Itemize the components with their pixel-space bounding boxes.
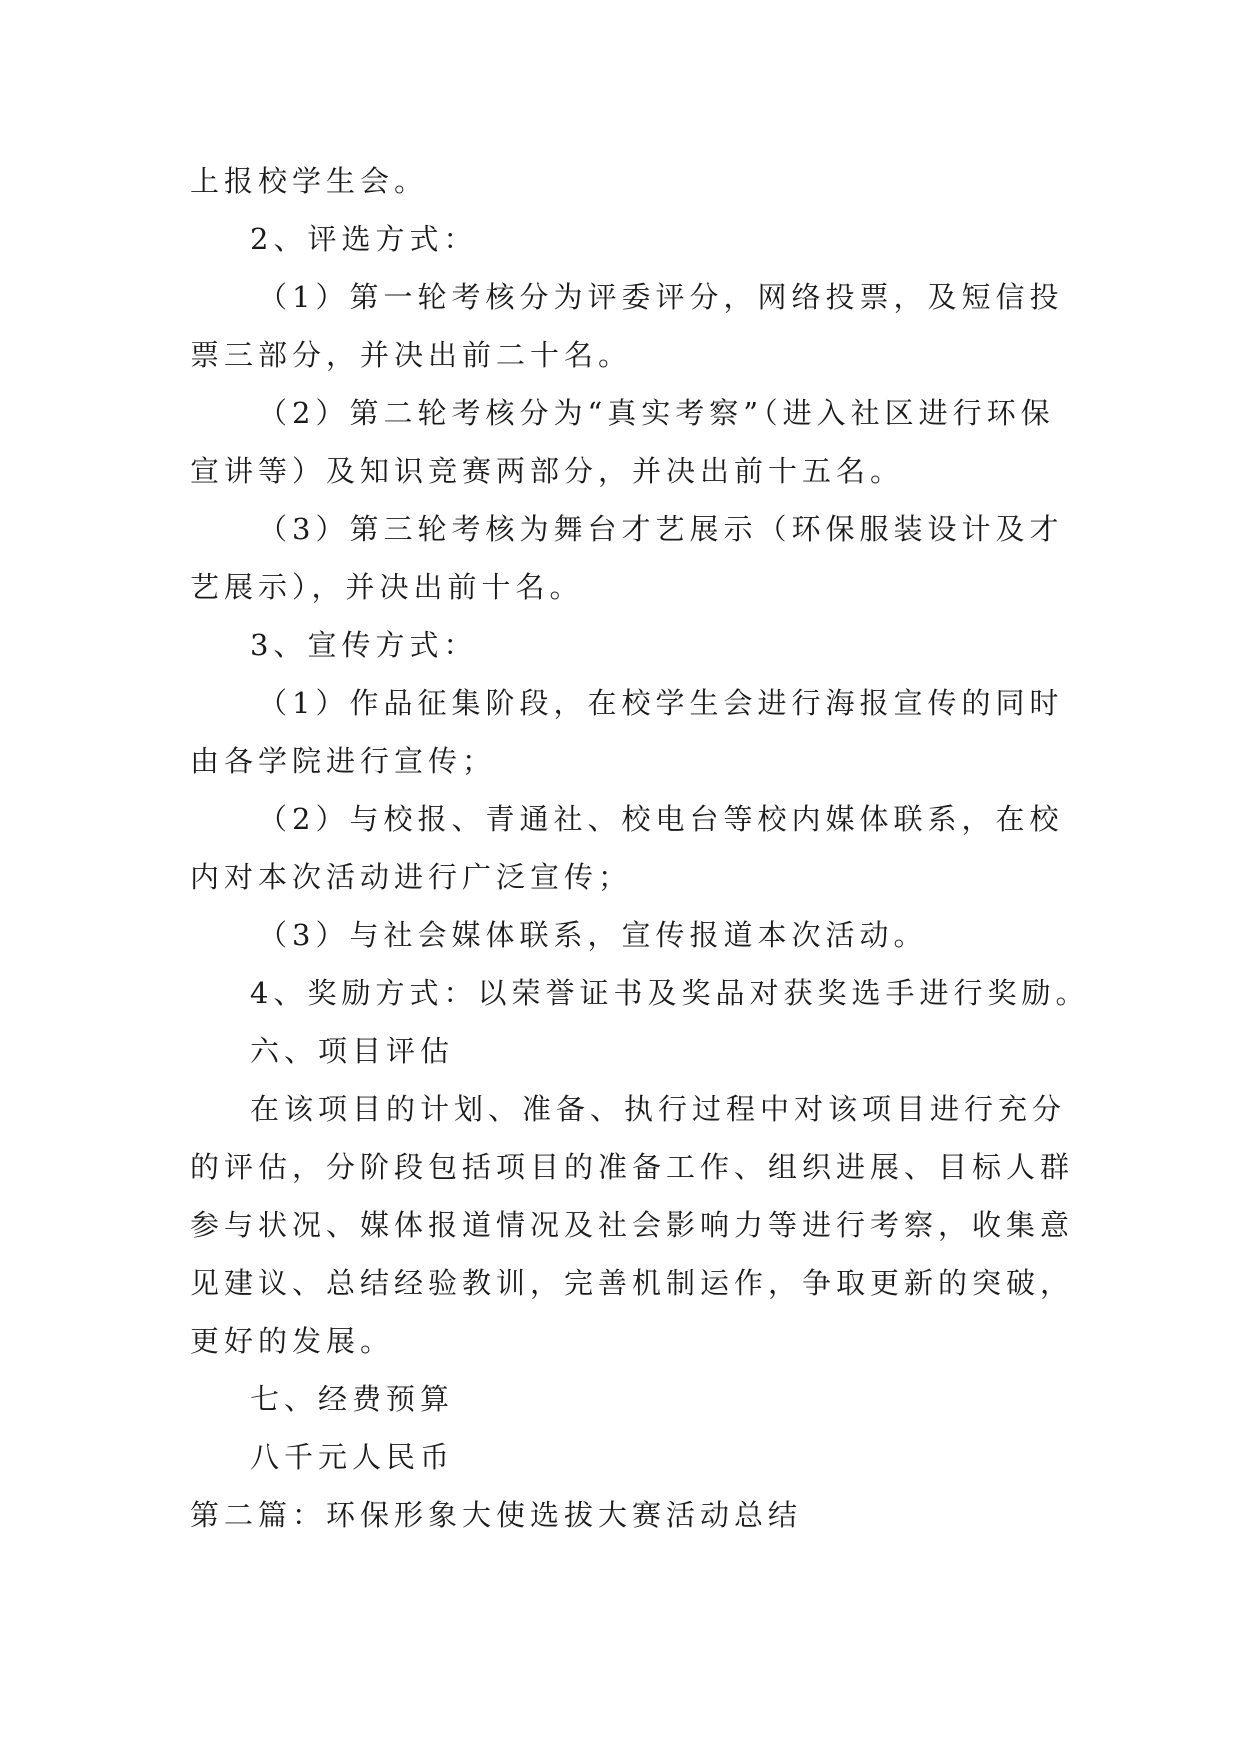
paragraph-line: （2）与校报、青通社、校电台等校内媒体联系，在校 — [258, 802, 1064, 836]
paragraph-line: 艺展示），并决出前十名。 — [190, 570, 584, 604]
paragraph-line: 的评估，分阶段包括项目的准备工作、组织进展、目标人群 — [190, 1150, 1075, 1184]
paragraph-line: 见建议、总结经验教训，完善机制运作，争取更新的突破， — [190, 1266, 1075, 1300]
section-heading: 七、经费预算 — [250, 1382, 455, 1416]
paragraph-line: （1）第一轮考核分为评委评分，网络投票，及短信投 — [258, 280, 1064, 314]
paragraph-line: 上报校学生会。 — [190, 164, 429, 198]
paragraph-line: 参与状况、媒体报道情况及社会影响力等进行考察，收集意 — [190, 1208, 1075, 1242]
paragraph-line: 票三部分，并决出前二十名。 — [190, 338, 633, 372]
section-heading: 2、评选方式： — [250, 222, 478, 256]
section-heading: 六、项目评估 — [250, 1034, 455, 1068]
document-body — [190, 152, 1090, 1544]
section-heading: 3、宣传方式： — [250, 628, 478, 662]
paragraph-line: （3）第三轮考核为舞台才艺展示（环保服装设计及才 — [258, 512, 1064, 546]
paragraph-line: 宣讲等）及知识竞赛两部分，并决出前十五名。 — [190, 454, 905, 488]
paragraph-line: （1）作品征集阶段，在校学生会进行海报宣传的同时 — [258, 686, 1064, 720]
paragraph-line: （3）与社会媒体联系，宣传报道本次活动。 — [258, 918, 928, 952]
paragraph-line: 更好的发展。 — [190, 1324, 395, 1358]
paragraph-line: 在该项目的计划、准备、执行过程中对该项目进行充分 — [250, 1092, 1067, 1126]
chapter-title: 第二篇：环保形象大使选拔大赛活动总结 — [190, 1498, 803, 1532]
paragraph-line: 八千元人民币 — [250, 1440, 455, 1474]
section-heading: 4、奖励方式：以荣誉证书及奖品对获奖选手进行奖励。 — [250, 976, 1090, 1010]
paragraph-line: （2）第二轮考核分为“真实考察”（进入社区进行环保 — [258, 396, 1055, 430]
paragraph-line: 内对本次活动进行广泛宣传； — [190, 860, 633, 894]
paragraph-line: 由各学院进行宣传； — [190, 744, 497, 778]
